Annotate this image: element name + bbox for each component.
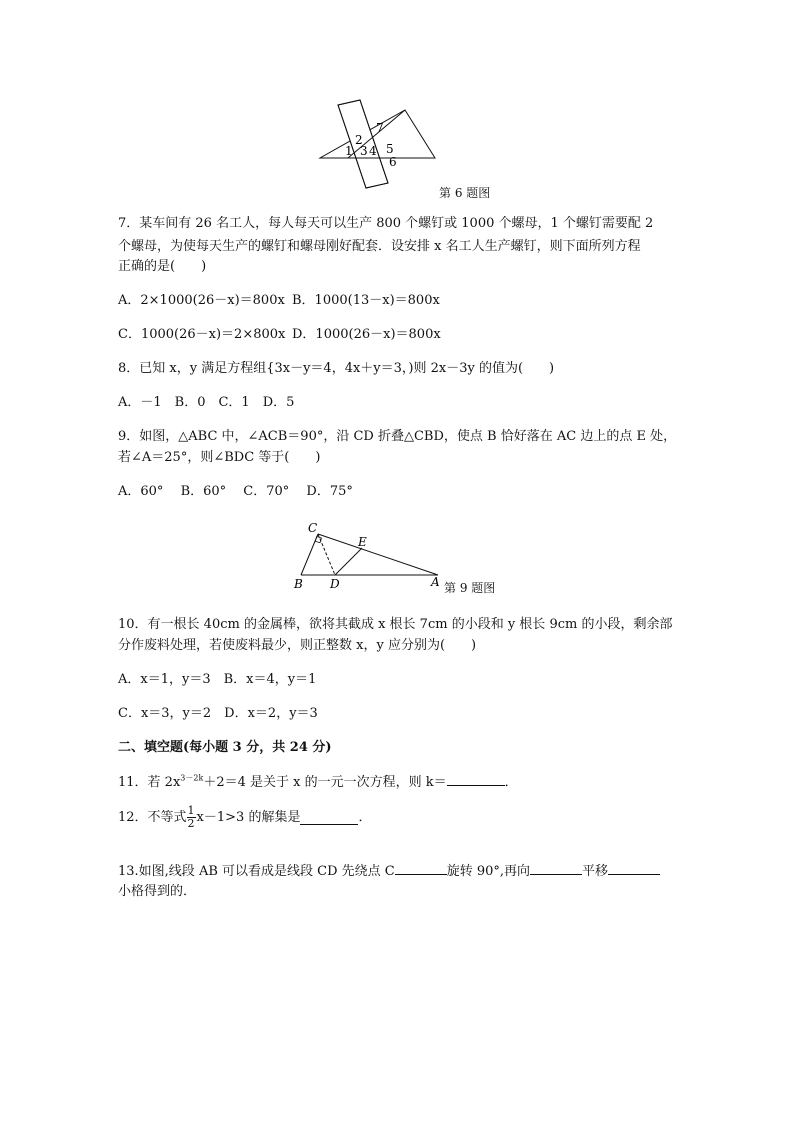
q11	[118, 772, 518, 791]
q10-options-ab: A．x＝1，y＝3 B．x＝4，y＝1	[118, 672, 317, 687]
q7-option-d: D．1000(26－x)＝800x	[292, 327, 441, 342]
fig6-label-5: 5	[386, 142, 394, 156]
figure-6	[310, 98, 450, 190]
fig6-label-7: 7	[376, 121, 384, 135]
q12-post: x－1>3 的解集是	[196, 810, 301, 825]
q10-line-2: 分作废料处理，若使废料最少，则正整数 x，y 应分别为( )	[118, 638, 477, 653]
fig9-caption: 第 9 题图	[444, 581, 496, 595]
q11-post: ＋2＝4 是关于 x 的一元一次方程，则 k＝	[203, 775, 447, 790]
q13-line-1	[118, 861, 660, 880]
fig6-label-2: 2	[355, 133, 363, 147]
q13-blank-3[interactable]	[608, 861, 660, 875]
q10-line-1: 10．有一根长 40cm 的金属棒，欲将其截成 x 根长 7cm 的小段和 y 根长 9cm 的小段，剩余部	[118, 617, 673, 632]
q10-options-cd: C．x＝3，y＝2 D．x＝2，y＝3	[118, 706, 318, 721]
q8-options: A．－1 B．0 C．1 D．5	[118, 395, 295, 410]
q12-frac-den: 2	[187, 817, 195, 830]
q13-mid-1: 旋转 90°,再向	[446, 864, 531, 879]
q8-stem: 8．已知 x，y 满足方程组{3x－y＝4，4x＋y＝3，)则 2x－3y 的值为( )	[118, 361, 555, 376]
q12-fraction	[187, 805, 196, 830]
q13-pre: 13.如图,线段 AB 可以看成是线段 CD 先绕点 C	[118, 864, 395, 879]
q12-frac-num: 1	[187, 804, 195, 817]
fig9-label-a: A	[431, 575, 440, 589]
fig9-label-e: E	[358, 535, 367, 549]
q7-option-a: A．2×1000(26－x)＝800x	[118, 293, 285, 308]
q12-pre: 12．不等式	[118, 810, 187, 825]
q13-mid-2: 平移	[582, 864, 609, 879]
q7-line-1: 7．某车间有 26 名工人，每人每天可以生产 800 个螺钉或 1000 个螺母，1 个螺钉需要配 2	[118, 216, 654, 231]
fig6-label-6: 6	[389, 155, 397, 169]
q11-answer-blank[interactable]	[447, 772, 505, 786]
fig9-label-b: B	[294, 577, 303, 591]
q11-end: ．	[504, 775, 518, 790]
fig6-label-3: 3	[360, 144, 368, 158]
q7-line-2: 个螺母，为使每天生产的螺钉和螺母刚好配套．设安排 x 名工人生产螺钉，则下面所列方程	[118, 239, 641, 254]
q9-line-2: 若∠A＝25°，则∠BDC 等于( )	[118, 450, 321, 465]
fig6-caption: 第 6 题图	[439, 186, 491, 200]
fig9-label-d: D	[330, 577, 340, 591]
q13-line-2: 小格得到的．	[118, 884, 197, 899]
q12-answer-blank[interactable]	[300, 811, 358, 825]
q9-options: A．60° B．60° C．70° D．75°	[118, 484, 353, 499]
q7-option-b: B．1000(13－x)＝800x	[292, 293, 440, 308]
q13-blank-1[interactable]	[395, 861, 447, 875]
q12	[118, 805, 371, 830]
q11-exponent: 3－2k	[180, 773, 204, 783]
q13-blank-2[interactable]	[530, 861, 582, 875]
q9-line-1: 9．如图，△ABC 中，∠ACB＝90°，沿 CD 折叠△CBD，使点 B 恰好落在 AC 边上的点 E 处，	[118, 429, 677, 444]
q12-end: ．	[358, 810, 372, 825]
fig6-label-4: 4	[369, 144, 377, 158]
section-2-title: 二、填空题(每小题 3 分，共 24 分)	[118, 740, 332, 755]
fig9-segment-de	[335, 548, 362, 575]
fig9-label-c: C	[308, 521, 318, 535]
q11-pre: 11．若 2x	[118, 775, 181, 790]
fig6-label-1: 1	[345, 144, 353, 158]
fig9-side-ca	[318, 534, 438, 575]
figure-9	[288, 516, 448, 594]
q7-line-3: 正确的是( )	[118, 259, 207, 274]
q7-option-c: C．1000(26－x)＝2×800x	[118, 327, 286, 342]
